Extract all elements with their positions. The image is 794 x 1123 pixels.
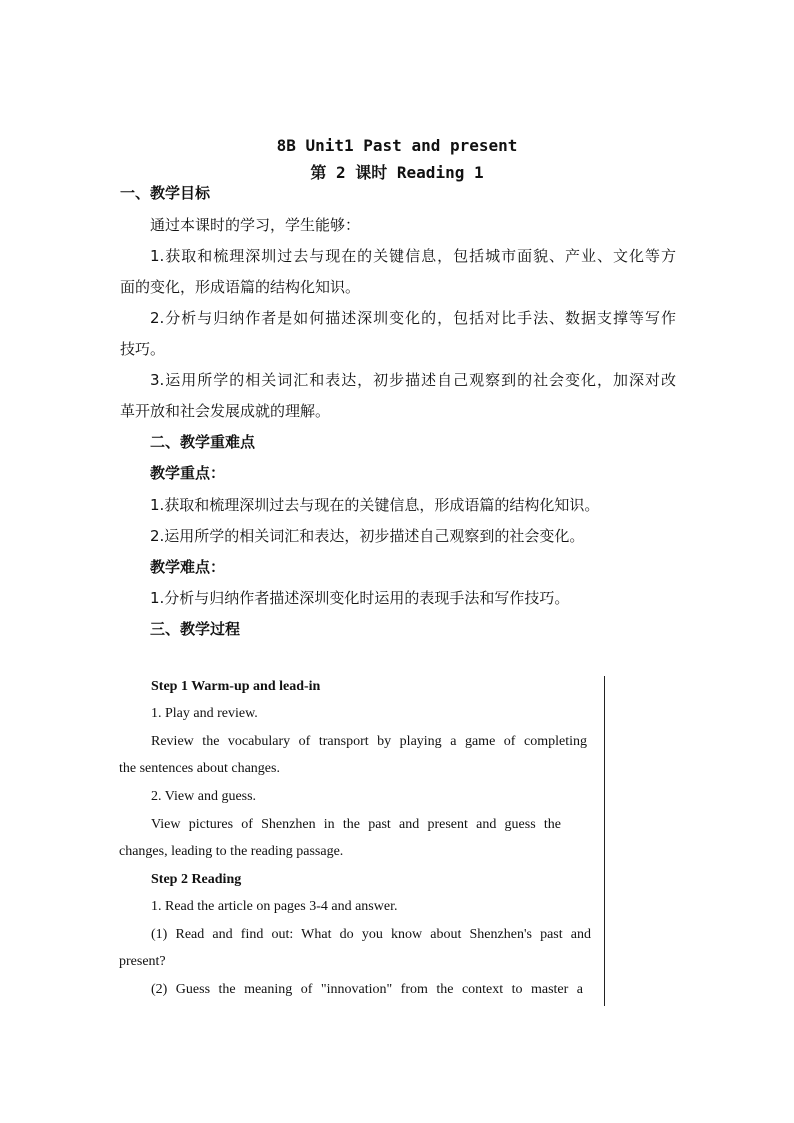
step1-item1: 1. Play and review. (151, 706, 258, 721)
step1-item2: 2. View and guess. (151, 789, 257, 804)
document-title: 8B Unit1 Past and present (276, 136, 518, 155)
lesson-subtitle: 第 2 课时 Reading 1 (310, 163, 484, 182)
goal-3-line-2: 革开放和社会发展成就的理解。 (120, 402, 331, 420)
key-point-2: 2.运用所学的相关词汇和表达，初步描述自己观察到的社会变化。 (150, 527, 585, 545)
difficult-point-1: 1.分析与归纳作者描述深圳变化时运用的表现手法和写作技巧。 (150, 589, 570, 607)
goal-2-line-2: 技巧。 (120, 340, 166, 358)
step2-question-1-line-1: (1) Read and find out: What do you know about Shenzhen's past and (151, 927, 591, 942)
step1-item1-text-line-2: the sentences about changes. (119, 761, 280, 776)
step2-question-1-line-2: present? (119, 954, 166, 969)
table-border-right (604, 676, 605, 1006)
step1-item2-text-line-1: View pictures of Shenzhen in the past and present and guess the (151, 817, 561, 832)
goal-2-line-1: 2.分析与归纳作者是如何描述深圳变化的，包括对比手法、数据支撑等写作 (150, 309, 676, 327)
goal-1-line-2: 面的变化，形成语篇的结构化知识。 (120, 278, 361, 296)
key-points-label: 教学重点： (150, 464, 226, 482)
goals-intro: 通过本课时的学习，学生能够： (150, 216, 361, 234)
step2-heading: Step 2 Reading (151, 872, 242, 887)
goal-1-line-1: 1.获取和梳理深圳过去与现在的关键信息，包括城市面貌、产业、文化等方 (150, 247, 676, 265)
section-heading-goals: 一、教学目标 (120, 184, 211, 202)
key-point-1: 1.获取和梳理深圳过去与现在的关键信息，形成语篇的结构化知识。 (150, 496, 600, 514)
difficult-points-label: 教学难点： (150, 558, 226, 576)
goal-3-line-1: 3.运用所学的相关词汇和表达，初步描述自己观察到的社会变化，加深对改 (150, 371, 676, 389)
section-heading-key-difficult: 二、教学重难点 (150, 433, 256, 451)
section-heading-process: 三、教学过程 (150, 620, 241, 638)
step1-item1-text-line-1: Review the vocabulary of transport by playing a game of completing (151, 734, 587, 749)
step2-item1: 1. Read the article on pages 3-4 and answer. (151, 899, 398, 914)
step1-heading: Step 1 Warm-up and lead-in (151, 679, 321, 694)
step2-question-2: (2) Guess the meaning of "innovation" from the context to master a (151, 982, 583, 997)
step1-item2-text-line-2: changes, leading to the reading passage. (119, 844, 344, 859)
